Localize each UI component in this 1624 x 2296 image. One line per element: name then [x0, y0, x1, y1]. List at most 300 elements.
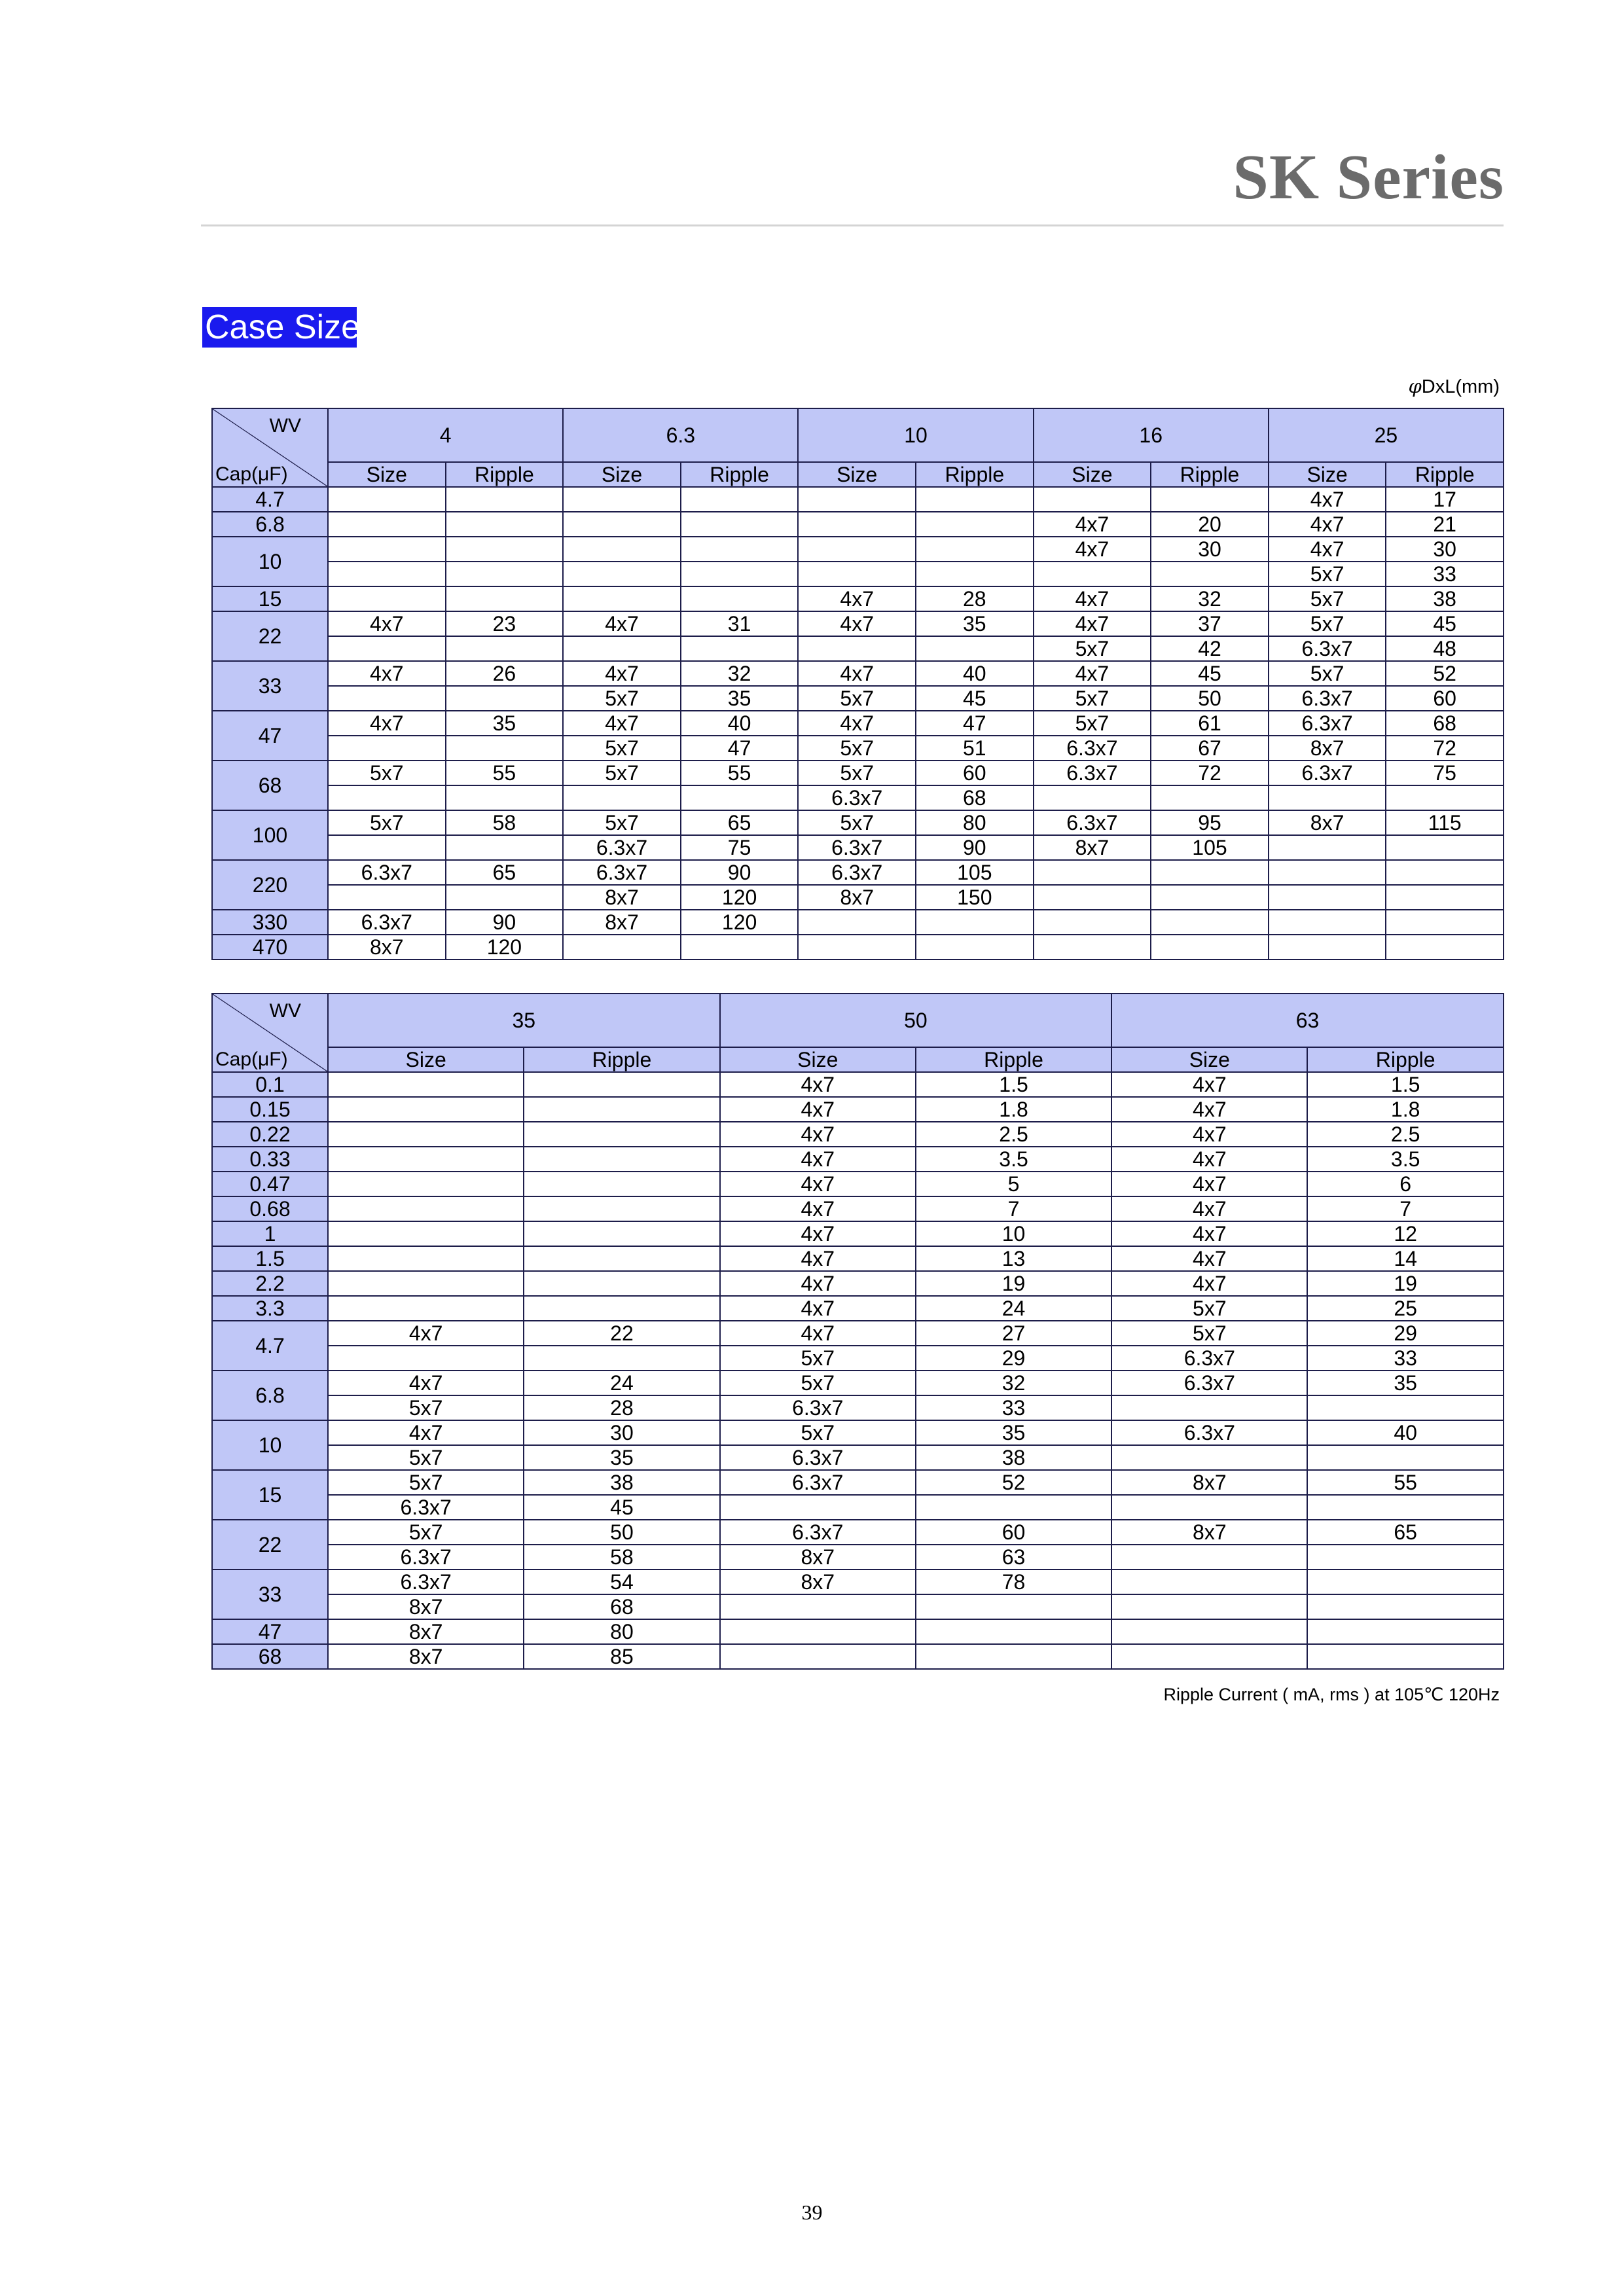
size-cell: 6.3x7 — [1269, 761, 1386, 785]
ripple-cell — [681, 785, 799, 810]
cap-label: Cap(μF) — [215, 1049, 288, 1070]
size-cell — [328, 512, 446, 537]
size-cell: 5x7 — [720, 1420, 916, 1445]
table-row — [212, 810, 1504, 835]
ripple-cell — [1151, 785, 1269, 810]
ripple-cell — [446, 512, 564, 537]
ripple-cell — [446, 785, 564, 810]
ripple-cell: 1.8 — [916, 1097, 1111, 1122]
capacitance-cell: 15 — [212, 586, 328, 611]
table-row — [212, 1570, 1504, 1594]
size-cell — [1034, 785, 1151, 810]
ripple-cell — [1151, 487, 1269, 512]
size-cell: 6.3x7 — [328, 910, 446, 935]
ripple-cell: 7 — [1307, 1196, 1503, 1221]
ripple-cell — [446, 736, 564, 761]
size-cell — [1269, 860, 1386, 885]
ripple-cell: 47 — [681, 736, 799, 761]
size-cell: 4x7 — [720, 1221, 916, 1246]
ripple-cell — [916, 636, 1034, 661]
size-cell: 8x7 — [563, 885, 681, 910]
ripple-cell — [524, 1097, 719, 1122]
capacitance-cell: 4.7 — [212, 1321, 328, 1371]
ripple-cell: 40 — [916, 661, 1034, 686]
size-cell — [1269, 835, 1386, 860]
capacitance-cell: 47 — [212, 1619, 328, 1644]
capacitance-cell: 33 — [212, 1570, 328, 1619]
ripple-current-footnote: Ripple Current ( mA, rms ) at 105℃ 120Hz — [1163, 1685, 1500, 1704]
ripple-cell: 19 — [916, 1271, 1111, 1296]
size-cell: 6.3x7 — [720, 1395, 916, 1420]
ripple-cell: 63 — [916, 1545, 1111, 1570]
ripple-cell: 68 — [1386, 711, 1504, 736]
ripple-cell: 35 — [916, 1420, 1111, 1445]
ripple-column-header: Ripple — [1307, 1047, 1503, 1072]
size-cell: 5x7 — [563, 761, 681, 785]
ripple-cell — [524, 1271, 719, 1296]
ripple-cell: 24 — [524, 1371, 719, 1395]
ripple-cell: 13 — [916, 1246, 1111, 1271]
capacitance-cell: 10 — [212, 1420, 328, 1470]
ripple-cell: 54 — [524, 1570, 719, 1594]
table-row — [212, 885, 1504, 910]
size-cell: 6.3x7 — [1034, 736, 1151, 761]
size-cell: 5x7 — [720, 1346, 916, 1371]
ripple-cell: 40 — [1307, 1420, 1503, 1445]
ripple-cell: 35 — [916, 611, 1034, 636]
ripple-cell — [681, 537, 799, 562]
ripple-cell — [524, 1296, 719, 1321]
table-row — [212, 736, 1504, 761]
size-cell — [563, 562, 681, 586]
ripple-cell — [916, 935, 1034, 960]
ripple-cell: 27 — [916, 1321, 1111, 1346]
ripple-cell — [1151, 885, 1269, 910]
capacitance-cell: 6.8 — [212, 1371, 328, 1420]
ripple-cell: 65 — [681, 810, 799, 835]
size-cell: 4x7 — [1269, 512, 1386, 537]
table-row — [212, 1221, 1504, 1246]
table-corner-header — [212, 408, 328, 487]
size-cell: 4x7 — [563, 711, 681, 736]
ripple-cell: 80 — [916, 810, 1034, 835]
ripple-cell: 45 — [1386, 611, 1504, 636]
capacitance-cell: 0.68 — [212, 1196, 328, 1221]
voltage-header: 10 — [798, 408, 1033, 462]
phi-symbol: φ — [1408, 375, 1422, 397]
size-cell — [563, 785, 681, 810]
ripple-cell: 19 — [1307, 1271, 1503, 1296]
size-cell: 5x7 — [328, 1470, 524, 1495]
size-cell — [798, 487, 916, 512]
size-cell — [1111, 1570, 1307, 1594]
size-cell: 5x7 — [1111, 1321, 1307, 1346]
table-row — [212, 1495, 1504, 1520]
ripple-cell: 1.8 — [1307, 1097, 1503, 1122]
ripple-cell: 17 — [1386, 487, 1504, 512]
size-cell — [1269, 785, 1386, 810]
size-cell: 5x7 — [328, 761, 446, 785]
ripple-cell: 120 — [446, 935, 564, 960]
ripple-cell — [446, 487, 564, 512]
case-size-table-high-voltage — [211, 993, 1504, 1670]
size-cell — [1034, 910, 1151, 935]
ripple-cell: 67 — [1151, 736, 1269, 761]
size-cell — [328, 1246, 524, 1271]
ripple-cell — [1386, 885, 1504, 910]
ripple-cell: 51 — [916, 736, 1034, 761]
size-cell — [720, 1619, 916, 1644]
size-cell: 5x7 — [1034, 711, 1151, 736]
wv-label: WV — [269, 415, 301, 437]
capacitance-cell: 4.7 — [212, 487, 328, 512]
ripple-cell: 80 — [524, 1619, 719, 1644]
table-row — [212, 860, 1504, 885]
ripple-cell: 105 — [1151, 835, 1269, 860]
size-cell: 4x7 — [1111, 1221, 1307, 1246]
ripple-cell: 35 — [681, 686, 799, 711]
size-cell: 4x7 — [720, 1172, 916, 1196]
size-cell: 8x7 — [328, 935, 446, 960]
ripple-cell: 90 — [446, 910, 564, 935]
size-cell: 8x7 — [798, 885, 916, 910]
ripple-cell — [916, 1495, 1111, 1520]
size-cell: 6.3x7 — [798, 835, 916, 860]
ripple-cell: 45 — [524, 1495, 719, 1520]
size-cell: 4x7 — [1034, 512, 1151, 537]
table-row — [212, 935, 1504, 960]
ripple-column-header: Ripple — [916, 1047, 1111, 1072]
size-cell: 6.3x7 — [1034, 810, 1151, 835]
ripple-cell: 38 — [524, 1470, 719, 1495]
size-cell: 8x7 — [720, 1545, 916, 1570]
size-cell: 4x7 — [328, 711, 446, 736]
size-cell — [328, 1122, 524, 1147]
size-cell — [1111, 1445, 1307, 1470]
ripple-cell: 29 — [1307, 1321, 1503, 1346]
size-cell — [328, 487, 446, 512]
size-cell: 4x7 — [1111, 1246, 1307, 1271]
table-row — [212, 1147, 1504, 1172]
table-row — [212, 1122, 1504, 1147]
table-row — [212, 711, 1504, 736]
size-cell: 5x7 — [1034, 636, 1151, 661]
ripple-cell: 33 — [1386, 562, 1504, 586]
ripple-cell: 37 — [1151, 611, 1269, 636]
size-cell — [798, 537, 916, 562]
ripple-cell: 24 — [916, 1296, 1111, 1321]
capacitance-cell: 1.5 — [212, 1246, 328, 1271]
voltage-header: 16 — [1034, 408, 1269, 462]
ripple-cell: 75 — [681, 835, 799, 860]
size-cell: 4x7 — [1111, 1271, 1307, 1296]
ripple-cell: 6 — [1307, 1172, 1503, 1196]
capacitance-cell: 470 — [212, 935, 328, 960]
size-cell: 6.3x7 — [328, 1545, 524, 1570]
size-cell — [1111, 1594, 1307, 1619]
ripple-cell: 120 — [681, 885, 799, 910]
size-cell: 4x7 — [720, 1196, 916, 1221]
ripple-cell: 61 — [1151, 711, 1269, 736]
ripple-cell: 30 — [1386, 537, 1504, 562]
size-cell: 4x7 — [798, 711, 916, 736]
ripple-cell — [1307, 1594, 1503, 1619]
size-column-header: Size — [798, 462, 916, 487]
ripple-cell — [1151, 562, 1269, 586]
table-row — [212, 910, 1504, 935]
size-cell: 4x7 — [1111, 1097, 1307, 1122]
capacitance-cell: 15 — [212, 1470, 328, 1520]
section-title: Case Size — [202, 307, 357, 348]
ripple-cell: 12 — [1307, 1221, 1503, 1246]
size-cell: 8x7 — [1269, 810, 1386, 835]
size-cell — [328, 686, 446, 711]
size-cell: 6.3x7 — [1269, 686, 1386, 711]
size-cell — [1269, 885, 1386, 910]
size-cell — [328, 1221, 524, 1246]
voltage-header: 6.3 — [563, 408, 798, 462]
size-cell: 8x7 — [1111, 1520, 1307, 1545]
size-cell: 4x7 — [798, 611, 916, 636]
ripple-cell: 30 — [524, 1420, 719, 1445]
size-cell: 4x7 — [328, 1321, 524, 1346]
capacitance-cell: 47 — [212, 711, 328, 761]
size-cell: 5x7 — [798, 761, 916, 785]
size-cell — [798, 512, 916, 537]
table-row — [212, 835, 1504, 860]
ripple-cell: 21 — [1386, 512, 1504, 537]
ripple-cell — [916, 1594, 1111, 1619]
size-cell: 4x7 — [798, 586, 916, 611]
size-cell — [328, 1271, 524, 1296]
size-cell: 6.3x7 — [1111, 1420, 1307, 1445]
size-cell: 4x7 — [328, 1371, 524, 1395]
ripple-cell: 7 — [916, 1196, 1111, 1221]
ripple-cell — [916, 1619, 1111, 1644]
size-cell: 4x7 — [563, 611, 681, 636]
table-row — [212, 611, 1504, 636]
table-row — [212, 562, 1504, 586]
size-cell: 8x7 — [1034, 835, 1151, 860]
ripple-cell — [446, 885, 564, 910]
size-cell — [1269, 910, 1386, 935]
capacitance-cell: 0.15 — [212, 1097, 328, 1122]
size-column-header: Size — [1034, 462, 1151, 487]
size-column-header: Size — [720, 1047, 916, 1072]
ripple-cell: 25 — [1307, 1296, 1503, 1321]
table-row — [212, 1097, 1504, 1122]
ripple-cell: 60 — [916, 761, 1034, 785]
ripple-cell: 32 — [681, 661, 799, 686]
size-cell — [1111, 1495, 1307, 1520]
size-cell: 4x7 — [720, 1147, 916, 1172]
series-title: SK Series — [1233, 142, 1504, 213]
size-cell: 5x7 — [798, 736, 916, 761]
table-row — [212, 1420, 1504, 1445]
ripple-cell: 50 — [524, 1520, 719, 1545]
ripple-cell — [681, 636, 799, 661]
ripple-cell — [1307, 1570, 1503, 1594]
size-cell: 5x7 — [1269, 611, 1386, 636]
ripple-cell: 10 — [916, 1221, 1111, 1246]
ripple-cell: 23 — [446, 611, 564, 636]
size-cell: 6.3x7 — [1269, 636, 1386, 661]
table-corner-header — [212, 994, 328, 1072]
ripple-cell — [524, 1196, 719, 1221]
size-cell: 8x7 — [1269, 736, 1386, 761]
ripple-cell — [446, 835, 564, 860]
size-cell: 5x7 — [328, 810, 446, 835]
case-size-table-low-voltage — [211, 408, 1504, 960]
ripple-cell — [916, 1644, 1111, 1669]
ripple-cell: 14 — [1307, 1246, 1503, 1271]
size-cell: 4x7 — [1111, 1172, 1307, 1196]
table-row — [212, 1296, 1504, 1321]
size-cell — [1111, 1644, 1307, 1669]
table-row — [212, 1545, 1504, 1570]
size-cell: 6.3x7 — [1034, 761, 1151, 785]
ripple-cell: 55 — [1307, 1470, 1503, 1495]
ripple-cell — [681, 512, 799, 537]
ripple-cell: 2.5 — [1307, 1122, 1503, 1147]
ripple-cell: 72 — [1151, 761, 1269, 785]
ripple-cell: 105 — [916, 860, 1034, 885]
size-cell: 5x7 — [798, 686, 916, 711]
size-cell: 8x7 — [720, 1570, 916, 1594]
size-cell — [328, 586, 446, 611]
size-cell — [1034, 487, 1151, 512]
ripple-cell: 33 — [1307, 1346, 1503, 1371]
capacitance-cell: 1 — [212, 1221, 328, 1246]
size-cell — [328, 636, 446, 661]
ripple-cell — [446, 562, 564, 586]
size-cell — [1111, 1545, 1307, 1570]
ripple-cell: 48 — [1386, 636, 1504, 661]
ripple-cell: 72 — [1386, 736, 1504, 761]
size-cell: 6.3x7 — [328, 1495, 524, 1520]
table-row — [212, 1172, 1504, 1196]
size-cell — [1034, 562, 1151, 586]
ripple-cell: 30 — [1151, 537, 1269, 562]
size-cell: 4x7 — [563, 661, 681, 686]
ripple-cell: 38 — [916, 1445, 1111, 1470]
ripple-cell — [1386, 785, 1504, 810]
size-cell: 4x7 — [1034, 611, 1151, 636]
ripple-cell — [681, 586, 799, 611]
ripple-cell — [681, 487, 799, 512]
size-cell: 4x7 — [1111, 1122, 1307, 1147]
ripple-cell: 45 — [1151, 661, 1269, 686]
size-cell: 4x7 — [1034, 537, 1151, 562]
voltage-header: 63 — [1111, 994, 1504, 1047]
table-row — [212, 1520, 1504, 1545]
size-cell — [328, 785, 446, 810]
size-cell: 4x7 — [720, 1097, 916, 1122]
table-row — [212, 1445, 1504, 1470]
ripple-cell: 5 — [916, 1172, 1111, 1196]
size-cell — [1034, 935, 1151, 960]
ripple-cell — [446, 537, 564, 562]
size-cell — [563, 636, 681, 661]
unit-note-text: DxL(mm) — [1421, 376, 1500, 397]
ripple-cell: 1.5 — [1307, 1072, 1503, 1097]
table-row — [212, 1371, 1504, 1395]
ripple-cell: 26 — [446, 661, 564, 686]
size-cell: 5x7 — [1111, 1296, 1307, 1321]
ripple-cell — [1151, 935, 1269, 960]
size-cell — [563, 487, 681, 512]
size-cell: 4x7 — [720, 1271, 916, 1296]
size-cell: 6.3x7 — [563, 860, 681, 885]
size-cell — [328, 1147, 524, 1172]
size-cell: 5x7 — [1269, 586, 1386, 611]
size-cell: 5x7 — [1269, 661, 1386, 686]
ripple-cell — [1151, 860, 1269, 885]
size-cell: 4x7 — [1111, 1147, 1307, 1172]
size-column-header: Size — [1269, 462, 1386, 487]
ripple-cell: 40 — [681, 711, 799, 736]
capacitance-cell: 220 — [212, 860, 328, 910]
ripple-cell — [916, 487, 1034, 512]
ripple-cell — [1307, 1395, 1503, 1420]
ripple-column-header: Ripple — [681, 462, 799, 487]
ripple-cell: 68 — [916, 785, 1034, 810]
table-row — [212, 537, 1504, 562]
ripple-cell: 35 — [1307, 1371, 1503, 1395]
size-cell — [563, 512, 681, 537]
ripple-cell — [524, 1072, 719, 1097]
table-row — [212, 1619, 1504, 1644]
table-row — [212, 1321, 1504, 1346]
voltage-header: 25 — [1269, 408, 1504, 462]
ripple-cell: 42 — [1151, 636, 1269, 661]
capacitance-cell: 0.1 — [212, 1072, 328, 1097]
ripple-cell — [916, 512, 1034, 537]
ripple-cell: 55 — [681, 761, 799, 785]
voltage-header: 4 — [328, 408, 563, 462]
size-cell: 4x7 — [720, 1122, 916, 1147]
size-cell: 4x7 — [1269, 537, 1386, 562]
ripple-cell: 65 — [446, 860, 564, 885]
size-cell: 5x7 — [563, 736, 681, 761]
ripple-cell — [446, 686, 564, 711]
size-cell: 6.3x7 — [328, 1570, 524, 1594]
size-cell: 6.3x7 — [1111, 1371, 1307, 1395]
ripple-cell: 29 — [916, 1346, 1111, 1371]
size-cell — [563, 935, 681, 960]
ripple-cell: 115 — [1386, 810, 1504, 835]
capacitance-cell: 6.8 — [212, 512, 328, 537]
ripple-cell: 45 — [916, 686, 1034, 711]
size-cell — [328, 736, 446, 761]
ripple-cell: 28 — [524, 1395, 719, 1420]
ripple-cell: 65 — [1307, 1520, 1503, 1545]
size-cell — [720, 1644, 916, 1669]
table-row — [212, 586, 1504, 611]
ripple-cell: 50 — [1151, 686, 1269, 711]
capacitance-cell: 33 — [212, 661, 328, 711]
ripple-cell — [524, 1346, 719, 1371]
ripple-cell: 52 — [1386, 661, 1504, 686]
ripple-column-header: Ripple — [446, 462, 564, 487]
size-cell: 6.3x7 — [798, 860, 916, 885]
capacitance-cell: 2.2 — [212, 1271, 328, 1296]
size-cell: 6.3x7 — [1269, 711, 1386, 736]
ripple-cell: 95 — [1151, 810, 1269, 835]
table-row — [212, 636, 1504, 661]
size-cell: 4x7 — [1111, 1072, 1307, 1097]
size-cell — [563, 537, 681, 562]
